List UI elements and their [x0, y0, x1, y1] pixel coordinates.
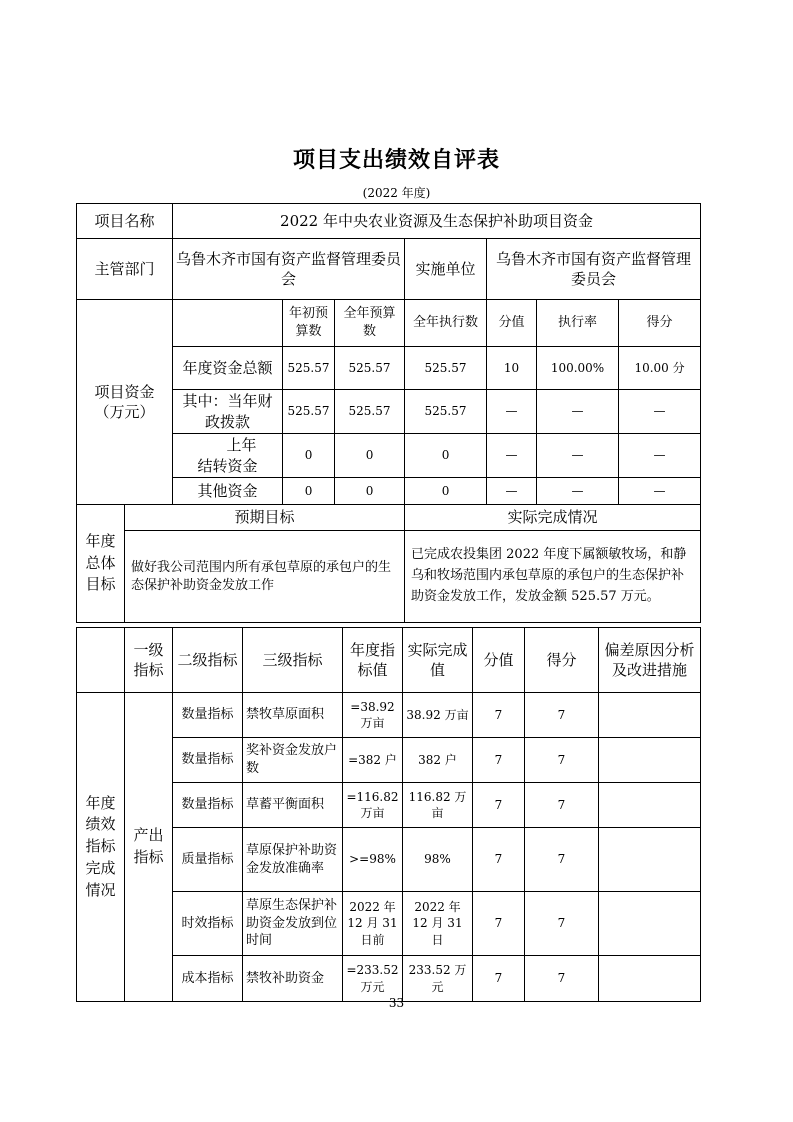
funds-row-label — [173, 434, 283, 478]
funds-cell: 10.00 分 — [619, 347, 701, 390]
deviation-reason — [599, 828, 701, 892]
target-value: =382 户 — [343, 738, 403, 783]
funds-cell: 0 — [283, 478, 335, 505]
indicator-header: 得分 — [525, 628, 599, 693]
indicator-header: 一级指标 — [125, 628, 173, 693]
actual-result-text: 已完成农投集团 2022 年度下属额敏牧场，和静乌和牧场范围内承包草原的承包户的生态保护补助资金发放工作，发放金额 525.57 万元。 — [405, 531, 701, 623]
funds-header: 年初预算数 — [283, 300, 335, 347]
level2-indicator: 数量指标 — [173, 693, 243, 738]
funds-section-label — [77, 300, 173, 505]
target-value: =38.92 万亩 — [343, 693, 403, 738]
funds-cell: — — [537, 434, 619, 478]
project-name-value: 2022 年中央农业资源及生态保护补助项目资金 — [173, 204, 701, 239]
score-value: 7 — [473, 693, 525, 738]
level3-indicator: 草原生态保护补助资金发放到位时间 — [243, 892, 343, 956]
actual-value: 233.52 万元 — [403, 956, 473, 1002]
actual-value: 116.82 万亩 — [403, 783, 473, 828]
actual-value: 382 户 — [403, 738, 473, 783]
expected-goal-header: 预期目标 — [125, 505, 405, 531]
impl-value: 乌鲁木齐市国有资产监督管理委员会 — [487, 239, 701, 300]
funds-cell: 525.57 — [335, 390, 405, 434]
target-value: 2022 年 12 月 31 日前 — [343, 892, 403, 956]
level2-indicator: 数量指标 — [173, 783, 243, 828]
level1-indicator: 产出指标 — [125, 693, 173, 1002]
indicator-header: 年度指标值 — [343, 628, 403, 693]
actual-result-header: 实际完成情况 — [405, 505, 701, 531]
indicator-header: 分值 — [473, 628, 525, 693]
indicator-header: 三级指标 — [243, 628, 343, 693]
funds-row-label: 其他资金 — [173, 478, 283, 505]
score: 7 — [525, 693, 599, 738]
funds-cell: — — [619, 434, 701, 478]
level2-indicator: 质量指标 — [173, 828, 243, 892]
level2-indicator: 时效指标 — [173, 892, 243, 956]
dept-value: 乌鲁木齐市国有资产监督管理委员会 — [173, 239, 405, 300]
funds-cell: 525.57 — [405, 347, 487, 390]
score-value: 7 — [473, 738, 525, 783]
actual-value: 2022 年 12 月 31 日 — [403, 892, 473, 956]
funds-cell: — — [487, 478, 537, 505]
funds-cell: 0 — [405, 478, 487, 505]
score-value: 7 — [473, 956, 525, 1002]
summary-table — [76, 203, 701, 623]
score: 7 — [525, 738, 599, 783]
funds-cell: 0 — [335, 478, 405, 505]
target-value: >=98% — [343, 828, 403, 892]
score: 7 — [525, 956, 599, 1002]
form-title: 项目支出绩效自评表 — [292, 148, 500, 173]
funds-cell: — — [619, 390, 701, 434]
level3-indicator: 禁牧草原面积 — [243, 693, 343, 738]
actual-value: 98% — [403, 828, 473, 892]
dept-label: 主管部门 — [77, 239, 173, 300]
funds-cell: 525.57 — [283, 347, 335, 390]
impl-label: 实施单位 — [405, 239, 487, 300]
funds-header: 全年执行数 — [405, 300, 487, 347]
score-value: 7 — [473, 828, 525, 892]
funds-cell: 0 — [405, 434, 487, 478]
form-year: (2022 年度) — [362, 186, 431, 200]
score: 7 — [525, 892, 599, 956]
funds-cell: — — [487, 390, 537, 434]
funds-cell: — — [537, 478, 619, 505]
funds-cell: 0 — [283, 434, 335, 478]
funds-section-label-2: （万元） — [94, 403, 155, 421]
funds-header: 得分 — [619, 300, 701, 347]
funds-cell: 525.57 — [405, 390, 487, 434]
level2-indicator: 成本指标 — [173, 956, 243, 1002]
funds-cell: — — [619, 478, 701, 505]
performance-section-label: 年度绩效指标完成情况 — [77, 693, 125, 1002]
funds-header: 全年预算数 — [335, 300, 405, 347]
funds-cell: 525.57 — [283, 390, 335, 434]
funds-header-blank — [173, 300, 283, 347]
level3-indicator: 草原保护补助资金发放准确率 — [243, 828, 343, 892]
funds-row-label-line-1: 上年 — [226, 436, 257, 455]
score-value: 7 — [473, 783, 525, 828]
funds-cell: — — [487, 434, 537, 478]
level2-indicator: 数量指标 — [173, 738, 243, 783]
indicator-header: 实际完成值 — [403, 628, 473, 693]
target-value: =233.52 万元 — [343, 956, 403, 1002]
funds-cell: — — [537, 390, 619, 434]
deviation-reason — [599, 738, 701, 783]
funds-header: 执行率 — [537, 300, 619, 347]
level3-indicator: 奖补资金发放户数 — [243, 738, 343, 783]
score: 7 — [525, 783, 599, 828]
actual-value: 38.92 万亩 — [403, 693, 473, 738]
funds-row-label: 年度资金总额 — [173, 347, 283, 390]
goals-section-label: 年度总体目标 — [77, 505, 125, 623]
level3-indicator: 草蓄平衡面积 — [243, 783, 343, 828]
score: 7 — [525, 828, 599, 892]
score-value: 7 — [473, 892, 525, 956]
expected-goal-text: 做好我公司范围内所有承包草原的承包户的生态保护补助资金发放工作 — [125, 531, 405, 623]
funds-header: 分值 — [487, 300, 537, 347]
target-value: =116.82 万亩 — [343, 783, 403, 828]
indicator-header: 二级指标 — [173, 628, 243, 693]
deviation-reason — [599, 783, 701, 828]
funds-section-label-1: 项目资金 — [94, 382, 155, 401]
funds-cell: 525.57 — [335, 347, 405, 390]
project-name-label: 项目名称 — [77, 204, 173, 239]
funds-row-label-line-2: 结转资金 — [197, 456, 258, 475]
indicators-table — [76, 627, 701, 1002]
funds-cell: 0 — [335, 434, 405, 478]
funds-cell: 10 — [487, 347, 537, 390]
deviation-reason — [599, 892, 701, 956]
deviation-reason — [599, 956, 701, 1002]
page-number: 33 — [388, 996, 405, 1010]
indicator-header-blank — [77, 628, 125, 693]
funds-cell: 100.00% — [537, 347, 619, 390]
funds-row-label: 其中：当年财政拨款 — [173, 390, 283, 434]
deviation-reason — [599, 693, 701, 738]
indicator-header: 偏差原因分析及改进措施 — [599, 628, 701, 693]
level3-indicator: 禁牧补助资金 — [243, 956, 343, 1002]
